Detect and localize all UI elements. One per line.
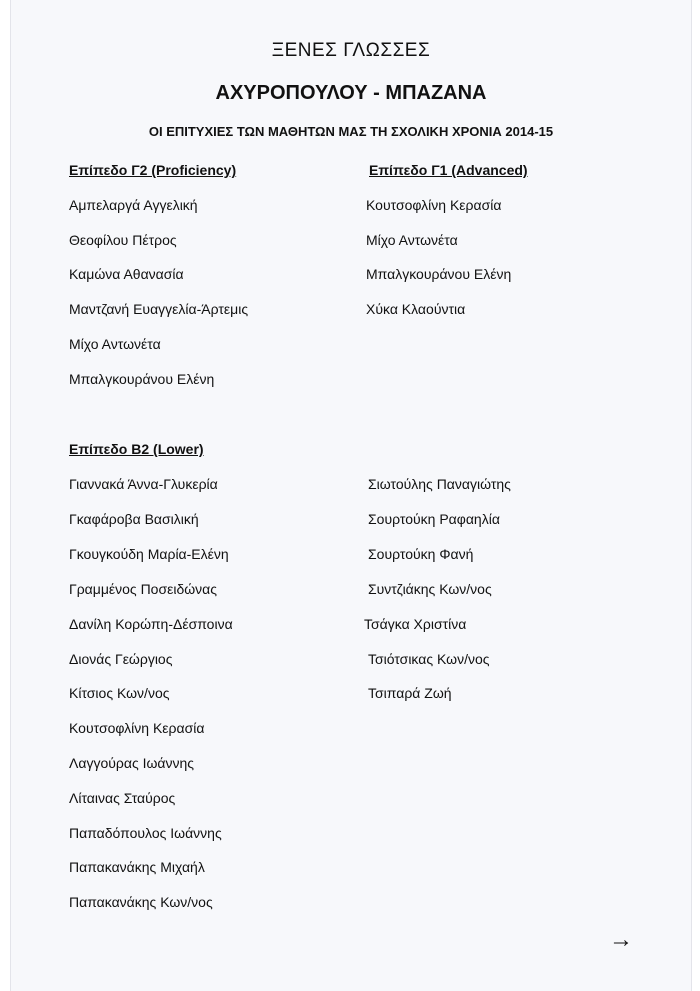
student-name: Κουτσοφλίνη Κερασία [366,197,502,213]
student-name: Γιαννακά Άννα-Γλυκερία [69,476,218,492]
student-name: Διονάς Γεώργιος [69,651,173,667]
page-title: ΞΕΝΕΣ ΓΛΩΣΣΕΣ [271,40,431,61]
student-name: Μίχο Αντωνέτα [366,232,458,248]
student-name: Τσάγκα Χριστίνα [364,616,467,632]
student-name: Σιωτούλης Παναγιώτης [368,476,511,492]
student-name: Μίχο Αντωνέτα [69,336,161,352]
student-name: Λαγγούρας Ιωάννης [69,755,195,771]
student-name: Σουρτούκη Φανή [368,546,474,562]
student-name: Χύκα Κλαούντια [366,301,466,317]
school-name: ΑΧΥΡΟΠΟΥΛΟΥ - ΜΠΑΖΑΝΑ [215,82,487,104]
section-heading-c2: Επίπεδο Γ2 (Proficiency) [69,162,237,178]
student-name: Δανίλη Κορώπη-Δέσποινα [69,616,233,632]
student-name: Τσιπαρά Ζωή [368,685,452,701]
section-heading-b2: Επίπεδο Β2 (Lower) [69,441,204,457]
student-name: Παπαδόπουλος Ιωάννης [69,825,222,841]
student-name: Λίταινας Σταύρος [69,790,176,806]
section-heading-c1: Επίπεδο Γ1 (Advanced) [369,162,528,178]
student-name: Σουρτούκη Ραφαηλία [368,511,500,527]
student-name: Κουτσοφλίνη Κερασία [69,720,205,736]
student-name: Γραμμένος Ποσειδώνας [69,581,218,597]
student-name: Μπαλγκουράνου Ελένη [69,371,215,387]
student-name: Τσιότσικας Κων/νος [368,651,490,667]
next-page-arrow-icon: → [609,926,633,953]
student-name: Μαντζανή Ευαγγελία-Άρτεμις [69,301,249,317]
student-name: Θεοφίλου Πέτρος [69,232,177,248]
student-name: Παπακανάκης Κων/νος [69,894,213,910]
document-page [10,0,692,991]
student-name: Καμώνα Αθανασία [69,266,184,282]
student-name: Γκαφάροβα Βασιλική [69,511,199,527]
student-name: Παπακανάκης Μιχαήλ [69,859,205,875]
student-name: Συντζιάκης Κων/νος [368,581,492,597]
student-name: Κίτσιος Κων/νος [69,685,170,701]
student-name: Γκουγκούδη Μαρία-Ελένη [69,546,229,562]
page-subtitle: ΟΙ ΕΠΙΤΥΧΙΕΣ ΤΩΝ ΜΑΘΗΤΩΝ ΜΑΣ ΤΗ ΣΧΟΛΙΚΗ ΧΡΟΝΙΑ 2014-15 [148,124,554,139]
student-name: Μπαλγκουράνου Ελένη [366,266,512,282]
student-name: Αμπελαργά Αγγελική [69,197,198,213]
